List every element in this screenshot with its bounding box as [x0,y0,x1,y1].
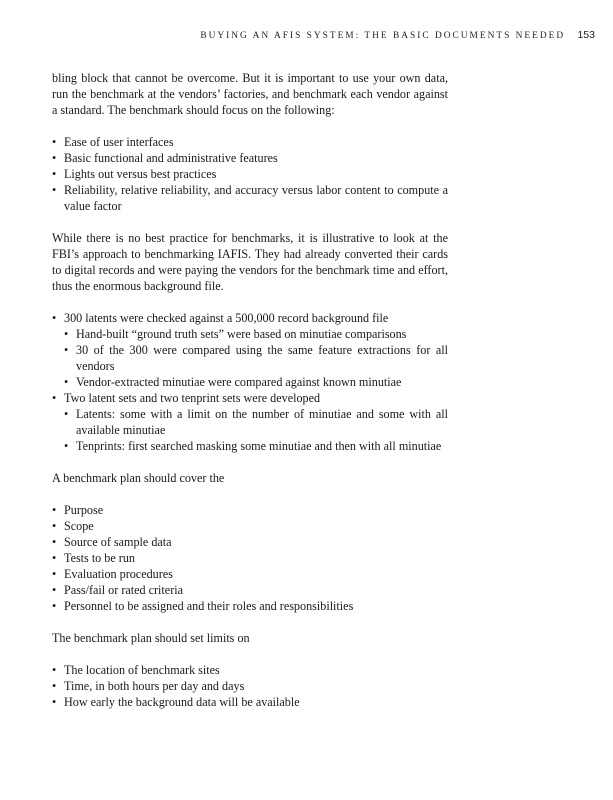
paragraph-fbi: While there is no best practice for benchmarks, it is illustrative to look at the FBI’s approach to benchmarking IAFIS. They had already converted their cards to digital records and were paying the vendors for the benchmark time and effort, thus the enormous background file. [52,231,448,293]
list-item: • Evaluation procedures [52,566,448,582]
list-item: • 300 latents were checked against a 500,000 record background file [52,310,448,326]
list-item: • Pass/fail or rated criteria [52,582,448,598]
list-item: • Personnel to be assigned and their roles and responsibilities [52,598,448,614]
sub-list-item: • Tenprints: first searched masking some minutiae and then with all minutiae [52,438,448,454]
running-title: BUYING AN AFIS SYSTEM: THE BASIC DOCUMENTS NEEDED [200,31,566,41]
fbi-approach-list [52,310,448,454]
focus-list [52,134,448,214]
running-header [40,29,595,41]
list-item: • Purpose [52,502,448,518]
list-item: • The location of benchmark sites [52,662,448,678]
sub-list-item: • Hand-built “ground truth sets” were based on minutiae comparisons [52,326,448,342]
sub-list-item: • Vendor-extracted minutiae were compared against known minutiae [52,374,448,390]
page-body [52,70,448,710]
limits-list [52,662,448,710]
list-item: • Scope [52,518,448,534]
list-item: • Time, in both hours per day and days [52,678,448,694]
list-item: • Basic functional and administrative features [52,150,448,166]
list-item: • Lights out versus best practices [52,166,448,182]
plan-cover-list [52,502,448,614]
list-item: • Ease of user interfaces [52,134,448,150]
paragraph-intro: bling block that cannot be overcome. But it is important to use your own data, run the benchmark at the vendors’ factories, and benchmark each vendor against a standard. The benchmark should focus on the following: [52,71,448,117]
sub-list-item: • 30 of the 300 were compared using the same feature extractions for all vendors [52,342,448,374]
list-item: • Tests to be run [52,550,448,566]
list-item: • Reliability, relative reliability, and accuracy versus labor content to compute a value factor [52,182,448,214]
paragraph-limits: The benchmark plan should set limits on [52,631,250,645]
paragraph-plan-cover: A benchmark plan should cover the [52,471,225,485]
list-item: • How early the background data will be available [52,694,448,710]
list-item: • Two latent sets and two tenprint sets were developed [52,390,448,406]
list-item: • Source of sample data [52,534,448,550]
page-number: 153 [577,29,595,41]
sub-list-item: • Latents: some with a limit on the number of minutiae and some with all available minutiae [52,406,448,438]
